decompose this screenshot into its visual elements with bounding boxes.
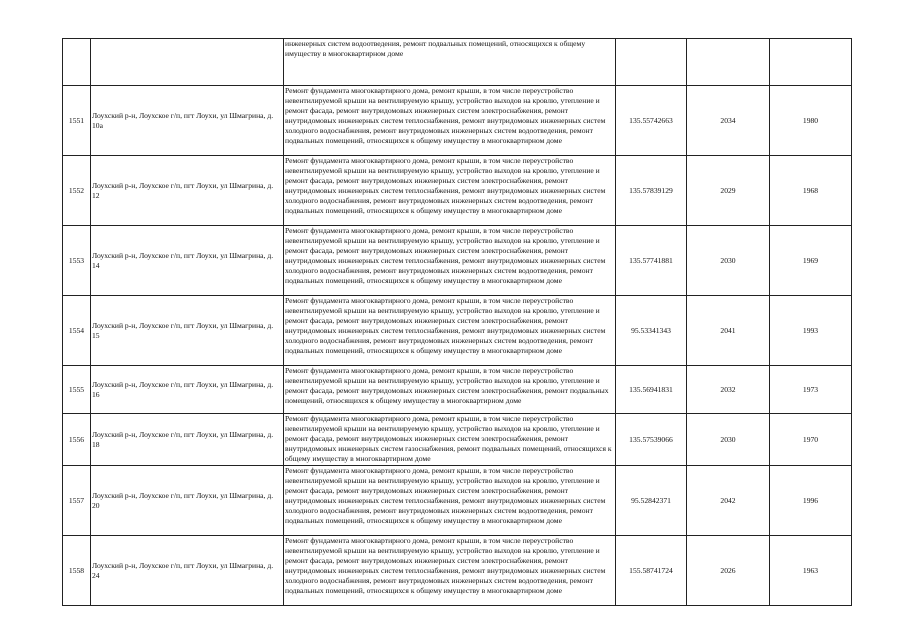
row-number-cell: 1554: [63, 296, 91, 366]
build-year-cell: 1969: [770, 226, 852, 296]
build-year-cell: 1963: [770, 536, 852, 606]
build-year-cell: 1968: [770, 156, 852, 226]
work-description-cell: Ремонт фундамента многоквартирного дома, ремонт крыши, в том числе переустройство невентилируемой крыши на вентилируемую крышу, устройство выходов на кровлю, утепление и ремонт фасада, ремонт внутридомовых инженерных систем электроснабжения, ремонт внутридомовых инженерных систем теплоснабжения, ремонт внутридомовых инженерных систем холодного водоснабжения, ремонт внутридомовых инженерных систем водоотведения, ремонт подвальных помещений, относящихся к общему имуществу в многоквартирном доме: [284, 536, 616, 606]
cost-cell: [616, 39, 687, 86]
work-description-cell: Ремонт фундамента многоквартирного дома, ремонт крыши, в том числе переустройство невентилируемой крыши на вентилируемую крышу, устройство выходов на кровлю, утепление и ремонт фасада, ремонт внутридомовых инженерных систем электроснабжения, ремонт внутридомовых инженерных систем теплоснабжения, ремонт внутридомовых инженерных систем холодного водоснабжения, ремонт внутридомовых инженерных систем водоотведения, ремонт подвальных помещений, относящихся к общему имуществу в многоквартирном доме: [284, 296, 616, 366]
cost-cell: 135.57539066: [616, 414, 687, 466]
work-description-cell: Ремонт фундамента многоквартирного дома, ремонт крыши, в том числе переустройство невентилируемой крыши на вентилируемую крышу, устройство выходов на кровлю, утепление и ремонт фасада, ремонт внутридомовых инженерных систем электроснабжения, ремонт внутридомовых инженерных систем газоснабжения, ремонт подвальных помещений, относящихся к общему имуществу в многоквартирном доме: [284, 414, 616, 466]
address-cell: Лоухский р-н, Лоухское г/п, пгт Лоухи, ул Шмагрина, д. 12: [91, 156, 284, 226]
build-year-cell: 1980: [770, 86, 852, 156]
build-year-cell: 1973: [770, 366, 852, 414]
address-cell: Лоухский р-н, Лоухское г/п, пгт Лоухи, ул Шмагрина, д. 18: [91, 414, 284, 466]
table-row: [63, 156, 852, 226]
work-description-cell: Ремонт фундамента многоквартирного дома, ремонт крыши, в том числе переустройство невентилируемой крыши на вентилируемую крышу, устройство выходов на кровлю, утепление и ремонт фасада, ремонт внутридомовых инженерных систем электроснабжения, ремонт внутридомовых инженерных систем теплоснабжения, ремонт внутридомовых инженерных систем холодного водоснабжения, ремонт внутридомовых инженерных систем водоотведения, ремонт подвальных помещений, относящихся к общему имуществу в многоквартирном доме: [284, 86, 616, 156]
table-row: [63, 366, 852, 414]
row-number-cell: 1557: [63, 466, 91, 536]
repair-schedule-table: [62, 38, 852, 606]
planned-year-cell: 2029: [687, 156, 770, 226]
planned-year-cell: 2034: [687, 86, 770, 156]
address-cell: [91, 39, 284, 86]
cost-cell: 155.58741724: [616, 536, 687, 606]
table-row: [63, 86, 852, 156]
row-number-cell: 1555: [63, 366, 91, 414]
cost-cell: 135.57741881: [616, 226, 687, 296]
work-description-cell: Ремонт фундамента многоквартирного дома, ремонт крыши, в том числе переустройство невентилируемой крыши на вентилируемую крышу, устройство выходов на кровлю, утепление и ремонт фасада, ремонт внутридомовых инженерных систем электроснабжения, ремонт внутридомовых инженерных систем теплоснабжения, ремонт внутридомовых инженерных систем холодного водоснабжения, ремонт внутридомовых инженерных систем водоотведения, ремонт подвальных помещений, относящихся к общему имуществу в многоквартирном доме: [284, 466, 616, 536]
work-description-cell: Ремонт фундамента многоквартирного дома, ремонт крыши, в том числе переустройство невентилируемой крыши на вентилируемую крышу, устройство выходов на кровлю, утепление и ремонт фасада, ремонт внутридомовых инженерных систем электроснабжения, ремонт подвальных помещений, относящихся к общему имуществу в многоквартирном доме: [284, 366, 616, 414]
address-cell: Лоухский р-н, Лоухское г/п, пгт Лоухи, ул Шмагрина, д. 24: [91, 536, 284, 606]
table-row: [63, 536, 852, 606]
build-year-cell: 1993: [770, 296, 852, 366]
row-number-cell: 1551: [63, 86, 91, 156]
build-year-cell: 1996: [770, 466, 852, 536]
planned-year-cell: 2032: [687, 366, 770, 414]
planned-year-cell: 2042: [687, 466, 770, 536]
address-cell: Лоухский р-н, Лоухское г/п, пгт Лоухи, ул Шмагрина, д. 16: [91, 366, 284, 414]
build-year-cell: 1970: [770, 414, 852, 466]
row-number-cell: 1553: [63, 226, 91, 296]
cost-cell: 95.53341343: [616, 296, 687, 366]
cost-cell: 135.57839129: [616, 156, 687, 226]
address-cell: Лоухский р-н, Лоухское г/п, пгт Лоухи, ул Шмагрина, д. 14: [91, 226, 284, 296]
planned-year-cell: 2030: [687, 414, 770, 466]
table-row: [63, 226, 852, 296]
table-row: [63, 296, 852, 366]
table-row: [63, 414, 852, 466]
address-cell: Лоухский р-н, Лоухское г/п, пгт Лоухи, ул Шмагрина, д. 15: [91, 296, 284, 366]
build-year-cell: [770, 39, 852, 86]
cost-cell: 95.52842371: [616, 466, 687, 536]
planned-year-cell: [687, 39, 770, 86]
planned-year-cell: 2026: [687, 536, 770, 606]
row-number-cell: 1558: [63, 536, 91, 606]
address-cell: Лоухский р-н, Лоухское г/п, пгт Лоухи, ул Шмагрина, д. 10а: [91, 86, 284, 156]
work-description-cell: инженерных систем водоотведения, ремонт подвальных помещений, относящихся к общему имуществу в многоквартирном доме: [284, 39, 616, 86]
table-row-continued: [63, 39, 852, 86]
cost-cell: 135.56941831: [616, 366, 687, 414]
table-row: [63, 466, 852, 536]
row-number-cell: 1556: [63, 414, 91, 466]
work-description-cell: Ремонт фундамента многоквартирного дома, ремонт крыши, в том числе переустройство невентилируемой крыши на вентилируемую крышу, устройство выходов на кровлю, утепление и ремонт фасада, ремонт внутридомовых инженерных систем электроснабжения, ремонт внутридомовых инженерных систем теплоснабжения, ремонт внутридомовых инженерных систем холодного водоснабжения, ремонт внутридомовых инженерных систем водоотведения, ремонт подвальных помещений, относящихся к общему имуществу в многоквартирном доме: [284, 226, 616, 296]
planned-year-cell: 2041: [687, 296, 770, 366]
planned-year-cell: 2030: [687, 226, 770, 296]
cost-cell: 135.55742663: [616, 86, 687, 156]
address-cell: Лоухский р-н, Лоухское г/п, пгт Лоухи, ул Шмагрина, д. 20: [91, 466, 284, 536]
work-description-cell: Ремонт фундамента многоквартирного дома, ремонт крыши, в том числе переустройство невентилируемой крыши на вентилируемую крышу, устройство выходов на кровлю, утепление и ремонт фасада, ремонт внутридомовых инженерных систем электроснабжения, ремонт внутридомовых инженерных систем теплоснабжения, ремонт внутридомовых инженерных систем холодного водоснабжения, ремонт внутридомовых инженерных систем водоотведения, ремонт подвальных помещений, относящихся к общему имуществу в многоквартирном доме: [284, 156, 616, 226]
row-number-cell: [63, 39, 91, 86]
row-number-cell: 1552: [63, 156, 91, 226]
